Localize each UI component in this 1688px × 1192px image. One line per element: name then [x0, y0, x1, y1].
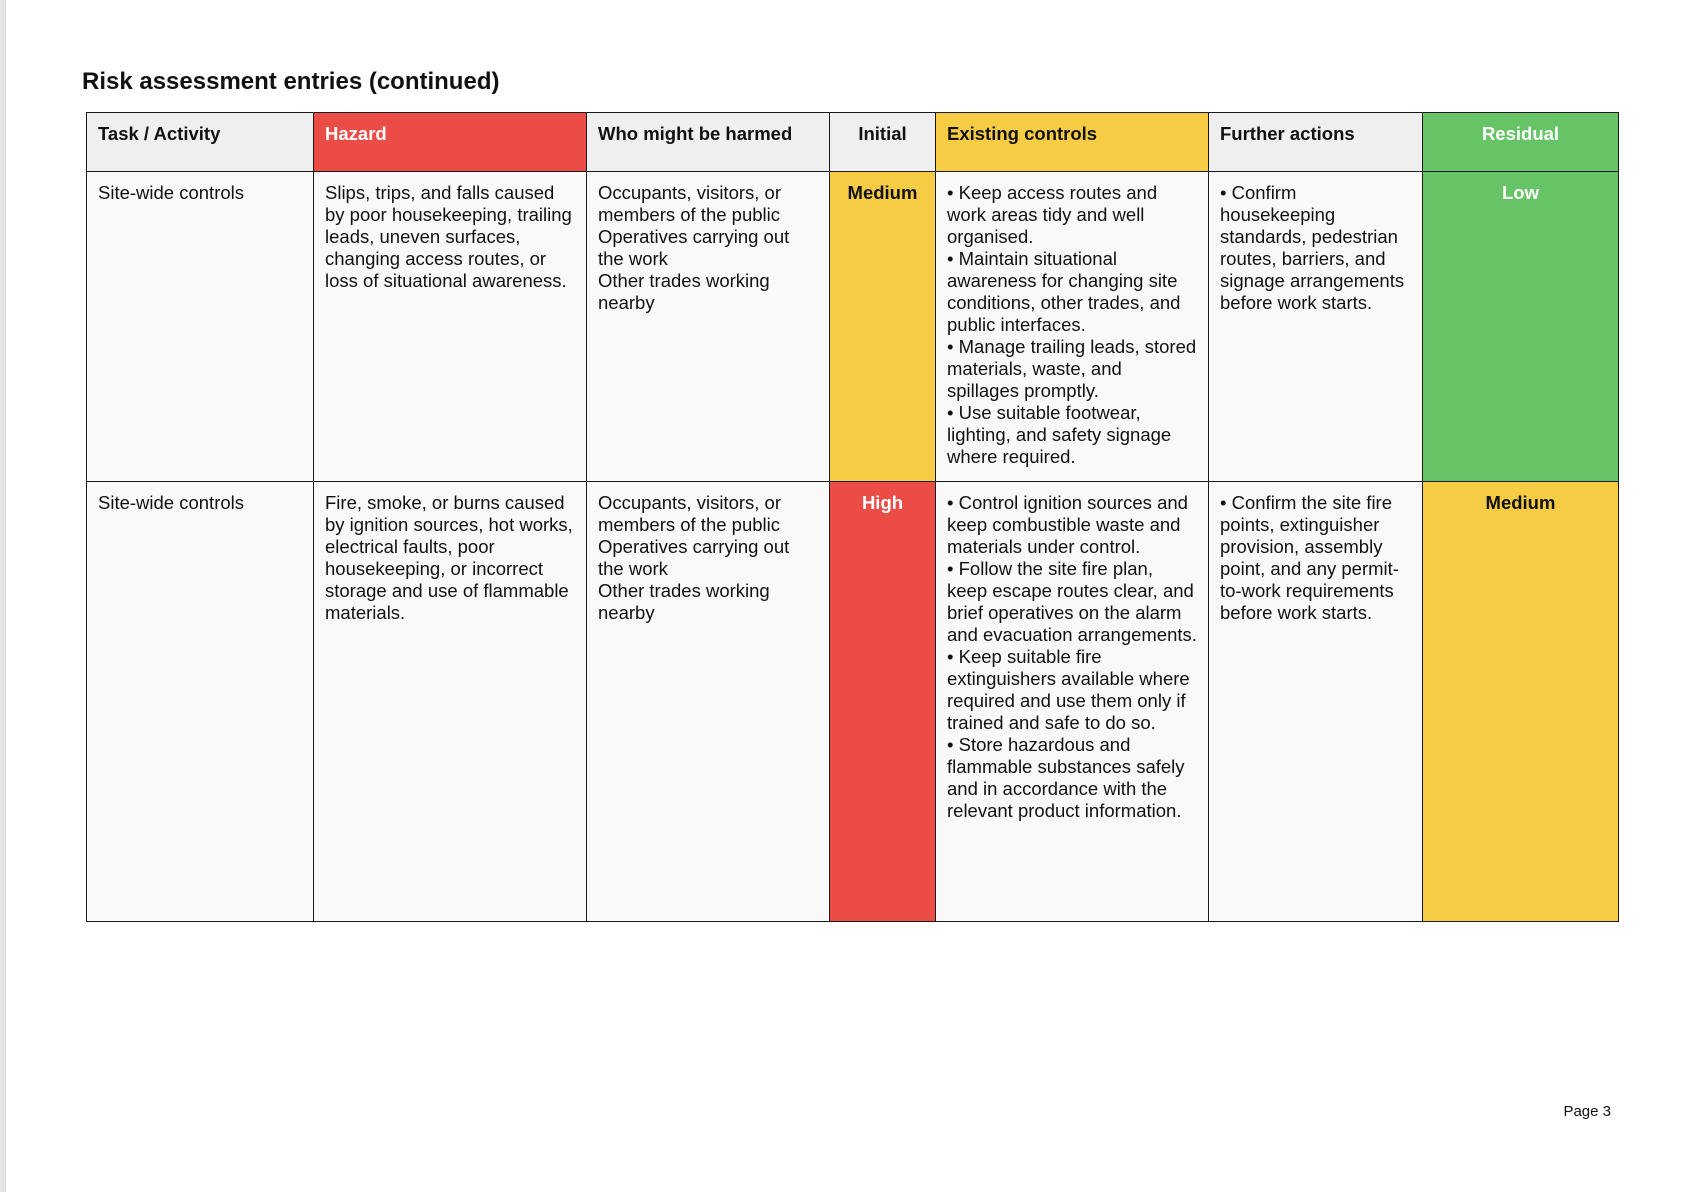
who-cell — [587, 482, 830, 922]
table-header-row — [87, 113, 1619, 172]
hazard-cell: Fire, smoke, or burns caused by ignition sources, hot works, electrical faults, poor housekeeping, or incorrect storage and use of flammable materials. — [314, 482, 587, 922]
control-item: • Keep access routes and work areas tidy and well organised. — [947, 182, 1158, 247]
who-line: Occupants, visitors, or members of the public — [598, 492, 782, 535]
document-page — [5, 0, 1688, 1192]
header-residual: Residual — [1423, 113, 1619, 172]
who-line: Other trades working nearby — [598, 270, 770, 313]
table-row — [87, 172, 1619, 482]
who-line: Operatives carrying out the work — [598, 226, 790, 269]
control-item: • Store hazardous and flammable substances safely and in accordance with the relevant product information. — [947, 734, 1185, 821]
initial-rating-cell: Medium — [830, 172, 936, 482]
header-hazard: Hazard — [314, 113, 587, 172]
header-who: Who might be harmed — [587, 113, 830, 172]
header-initial: Initial — [830, 113, 936, 172]
who-line: Other trades working nearby — [598, 580, 770, 623]
hazard-cell: Slips, trips, and falls caused by poor housekeeping, trailing leads, uneven surfaces, changing access routes, or loss of situational awareness. — [314, 172, 587, 482]
residual-rating-cell: Low — [1423, 172, 1619, 482]
controls-cell — [936, 172, 1209, 482]
control-item: • Use suitable footwear, lighting, and safety signage where required. — [947, 402, 1172, 467]
who-line: Occupants, visitors, or members of the public — [598, 182, 782, 225]
control-item: • Keep suitable fire extinguishers available where required and use them only if trained and safe to do so. — [947, 646, 1190, 733]
initial-rating-cell: High — [830, 482, 936, 922]
page-title: Risk assessment entries (continued) — [82, 68, 500, 95]
residual-rating-cell: Medium — [1423, 482, 1619, 922]
control-item: • Control ignition sources and keep combustible waste and materials under control. — [947, 492, 1188, 557]
control-item: • Follow the site fire plan, keep escape routes clear, and brief operatives on the alarm and evacuation arrangements. — [947, 558, 1197, 645]
control-item: • Manage trailing leads, stored materials, waste, and spillages promptly. — [947, 336, 1197, 401]
risk-assessment-table — [86, 112, 1619, 922]
who-line: Operatives carrying out the work — [598, 536, 790, 579]
header-controls: Existing controls — [936, 113, 1209, 172]
further-actions-cell: • Confirm the site fire points, extinguisher provision, assembly point, and any permit-to-work requirements before work starts. — [1209, 482, 1423, 922]
header-further: Further actions — [1209, 113, 1423, 172]
header-task: Task / Activity — [87, 113, 314, 172]
further-actions-cell: • Confirm housekeeping standards, pedestrian routes, barriers, and signage arrangements before work starts. — [1209, 172, 1423, 482]
controls-cell — [936, 482, 1209, 922]
task-cell: Site-wide controls — [87, 482, 314, 922]
who-cell — [587, 172, 830, 482]
page-number: Page 3 — [1563, 1103, 1611, 1120]
task-cell: Site-wide controls — [87, 172, 314, 482]
table-row — [87, 482, 1619, 922]
control-item: • Maintain situational awareness for changing site conditions, other trades, and public interfaces. — [947, 248, 1181, 335]
